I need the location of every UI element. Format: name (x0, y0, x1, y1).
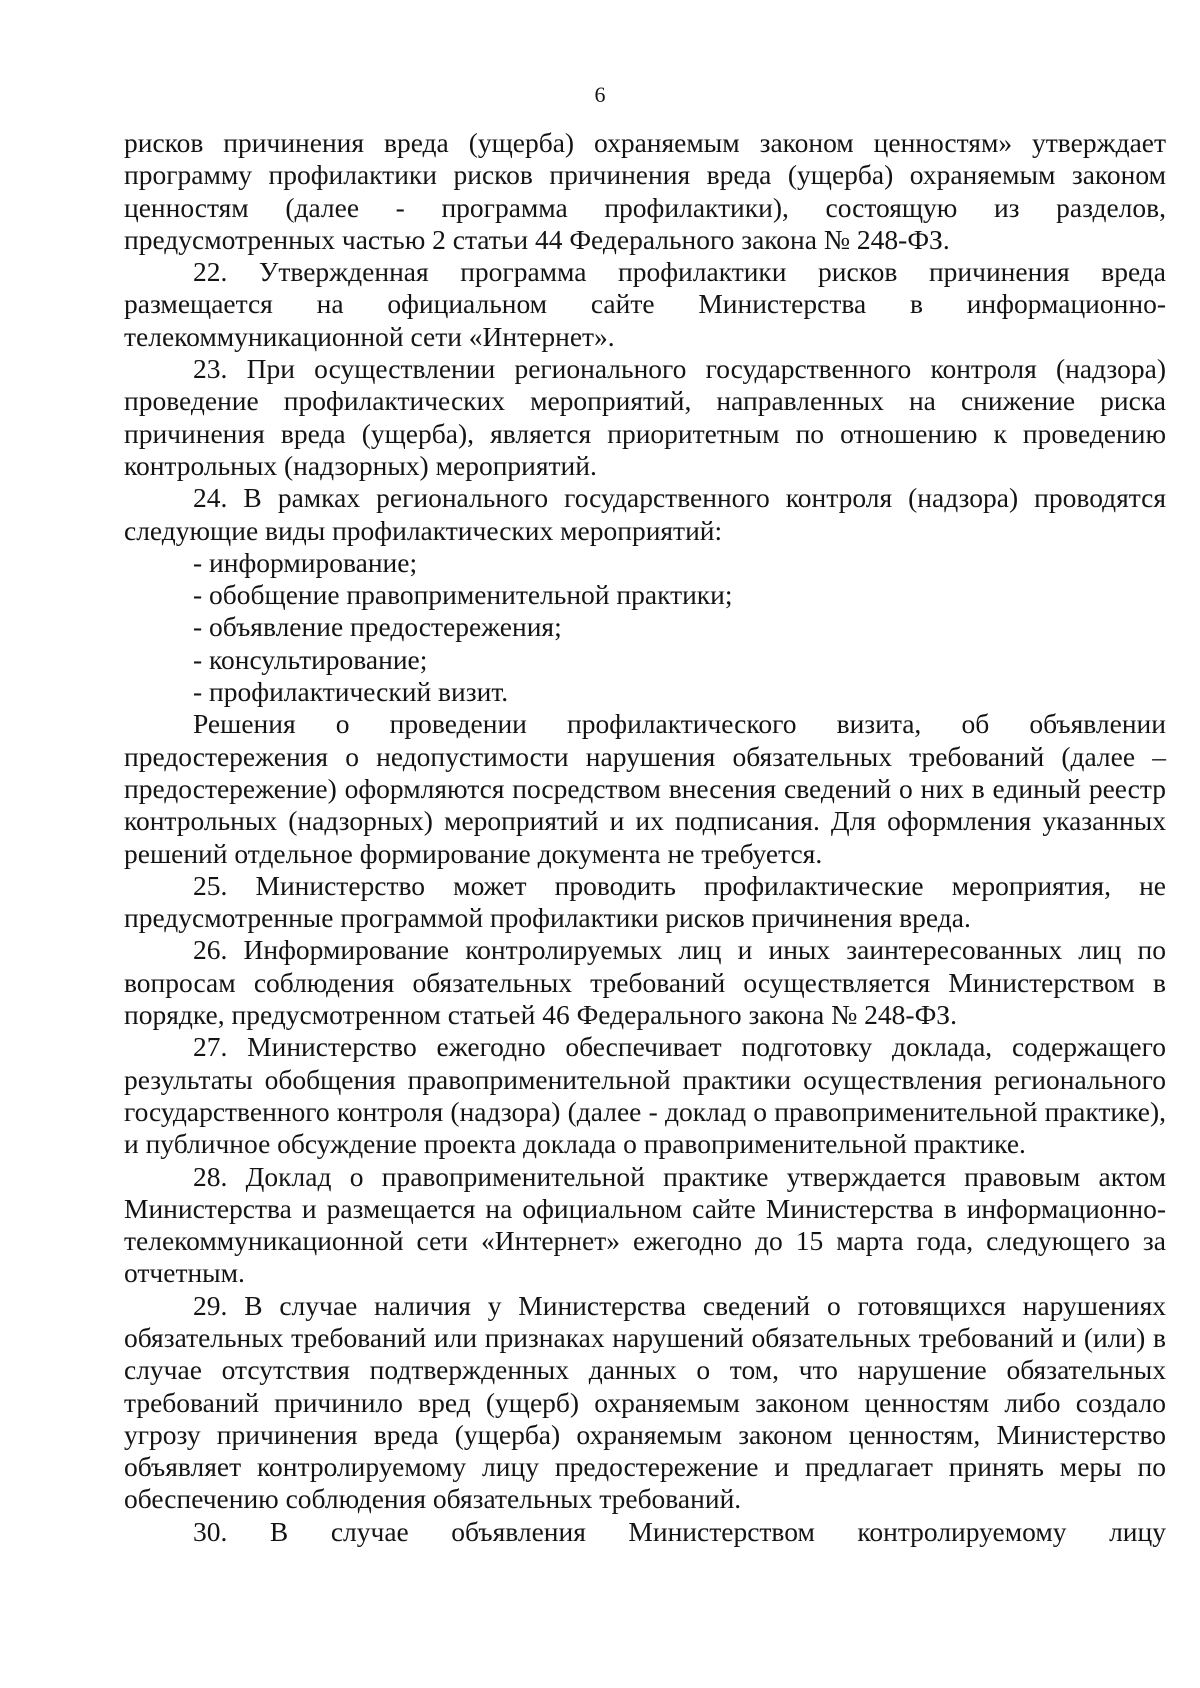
paragraph-continuation: рисков причинения вреда (ущерба) охраняемым законом ценностям» утверждает программу профилактики рисков причинения вреда (ущерба) охраняемым законом ценностям (далее - программа профилактики), состоящую из разделов, предусмотренных частью 2 статьи 44 Федерального закона № 248-ФЗ. (124, 127, 1166, 255)
paragraph-23: 23. При осуществлении регионального государственного контроля (надзора) проведение профилактических мероприятий, направленных на снижение риска причинения вреда (ущерба), является приоритетным по отношению к проведению контрольных (надзорных) мероприятий. (124, 353, 1166, 481)
paragraph-30: 30. В случае объявления Министерством контролируемому лицу (193, 1515, 1166, 1547)
list-item: - профилактический визит. (193, 676, 509, 708)
paragraph-24: 24. В рамках регионального государственного контроля (надзора) проводятся следующие виды профилактических мероприятий: (124, 482, 1166, 546)
paragraph-29: 29. В случае наличия у Министерства сведений о готовящихся нарушениях обязательных требований или признаках нарушений обязательных требований и (или) в случае отсутствия подтвержденных данных о том, что нарушение обязательных требований причинило вред (ущерб) охраняемым законом ценностям либо создало угрозу причинения вреда (ущерба) охраняемым законом ценностям, Министерство объявляет контролируемому лицу предостережение и предлагает принять меры по обеспечению соблюдения обязательных требований. (124, 1289, 1166, 1515)
preventive-measures-list (124, 547, 1166, 708)
paragraph-28: 28. Доклад о правоприменительной практике утверждается правовым актом Министерства и размещается на официальном сайте Министерства в информационно-телекоммуникационной сети «Интернет» ежегодно до 15 марта года, следующего за отчетным. (124, 1160, 1166, 1289)
list-item: - информирование; (193, 546, 418, 578)
paragraph-26: 26. Информирование контролируемых лиц и иных заинтересованных лиц по вопросам соблюдения обязательных требований осуществляется Министерством в порядке, предусмотренном статьей 46 Федерального закона № 248-ФЗ. (124, 934, 1166, 1031)
paragraph-decisions: Решения о проведении профилактического визита, об объявлении предостережения о недопустимости нарушения обязательных требований (далее – предостережение) оформляются посредством внесения сведений о них в единый реестр контрольных (надзорных) мероприятий и их подписания. Для оформления указанных решений отдельное формирование документа не требуется. (124, 708, 1166, 869)
paragraph-22: 22. Утвержденная программа профилактики рисков причинения вреда размещается на официальном сайте Министерства в информационно-телекоммуникационной сети «Интернет». (124, 256, 1166, 352)
paragraph-27: 27. Министерство ежегодно обеспечивает подготовку доклада, содержащего результаты обобщения правоприменительной практики осуществления регионального государственного контроля (надзора) (далее - доклад о правоприменительной практике), и публичное обсуждение проекта доклада о правоприменительной практике. (124, 1031, 1166, 1160)
document-body (124, 127, 1166, 1548)
page-number: 6 (594, 82, 606, 107)
paragraph-25: 25. Министерство может проводить профилактические мероприятия, не предусмотренные программой профилактики рисков причинения вреда. (124, 869, 1166, 934)
list-item: - консультирование; (193, 643, 428, 675)
list-item: - обобщение правоприменительной практики; (193, 579, 733, 611)
list-item: - объявление предостережения; (193, 611, 562, 643)
